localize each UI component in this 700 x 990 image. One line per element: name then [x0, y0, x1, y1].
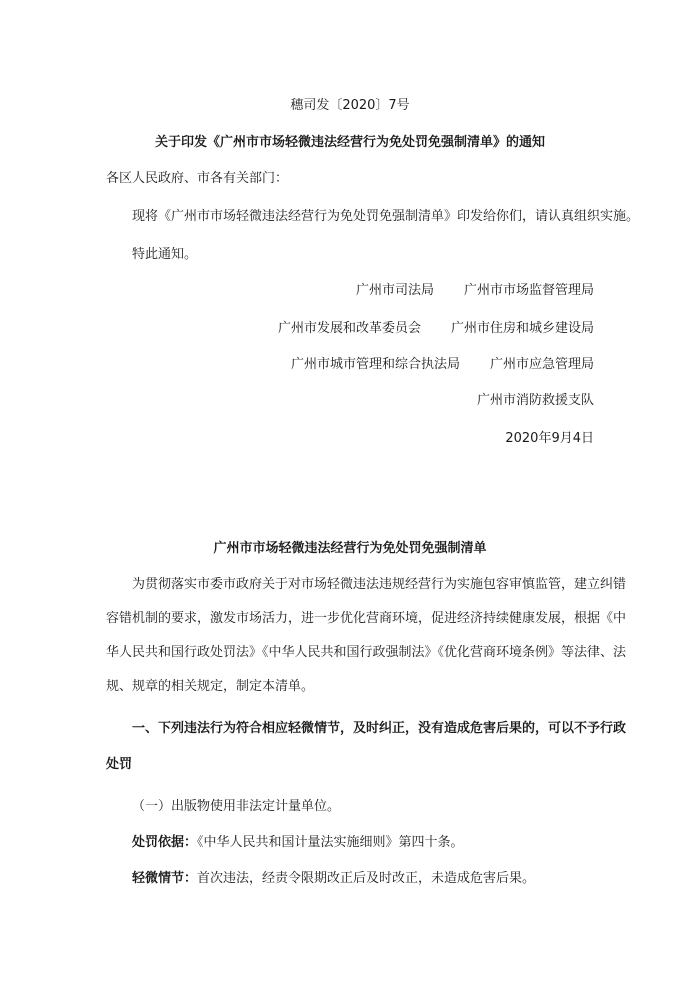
issuer-row-2 [278, 317, 594, 336]
minor-circumstance-text: 首次违法，经责令限期改正后及时改正，未造成危害后果。 [197, 871, 536, 886]
notice-title: 关于印发《广州市市场轻微违法经营行为免处罚免强制清单》的通知 [154, 135, 545, 150]
issuer-name: 广州市城市管理和综合执法局 [290, 357, 460, 372]
issue-date: 2020年9月4日 [505, 431, 594, 446]
list-item-1: （一）出版物使用非法定计量单位。 [132, 799, 341, 814]
intro-line: 为贯彻落实市委市政府关于对市场轻微违法违规经营行为实施包容审慎监管，建立纠错 [132, 577, 627, 592]
closing-text: 特此通知。 [132, 247, 198, 262]
section-heading-continued: 处罚 [106, 757, 133, 772]
minor-circumstance-label: 轻微情节： [132, 871, 198, 886]
issuer-name: 广州市消防救援支队 [476, 393, 594, 408]
penalty-basis [132, 831, 464, 850]
list-title: 广州市市场轻微违法经营行为免处罚免强制清单 [213, 541, 487, 556]
issuer-row-3 [291, 353, 594, 372]
section-heading: 一、下列违法行为符合相应轻微情节，及时纠正，没有造成危害后果的，可以不予行政 [132, 721, 627, 736]
penalty-basis-text: 《中华人民共和国计量法实施细则》第四十条。 [197, 835, 464, 850]
issuer-name: 广州市司法局 [355, 283, 434, 298]
issuer-row-4 [477, 389, 594, 408]
document-number: 穗司发〔2020〕7号 [290, 98, 410, 113]
recipients: 各区人民政府、市各有关部门： [106, 171, 289, 186]
intro-line: 规、规章的相关规定，制定本清单。 [106, 679, 315, 694]
issuer-row-1 [356, 279, 594, 298]
minor-circumstance [132, 867, 535, 886]
body-paragraph: 现将《广州市市场轻微违法经营行为免处罚免强制清单》印发给你们，请认真组织实施。 [132, 209, 640, 224]
intro-line: 华人民共和国行政处罚法》《中华人民共和国行政强制法》《优化营商环境条例》等法律、法 [106, 645, 627, 660]
issuer-name: 广州市发展和改革委员会 [277, 321, 421, 336]
issuer-name: 广州市住房和城乡建设局 [450, 321, 594, 336]
issuer-name: 广州市市场监督管理局 [463, 283, 594, 298]
penalty-basis-label: 处罚依据： [132, 835, 198, 850]
issuer-name: 广州市应急管理局 [489, 357, 594, 372]
intro-line: 容错机制的要求，激发市场活力，进一步优化营商环境，促进经济持续健康发展，根据《中 [106, 611, 627, 626]
